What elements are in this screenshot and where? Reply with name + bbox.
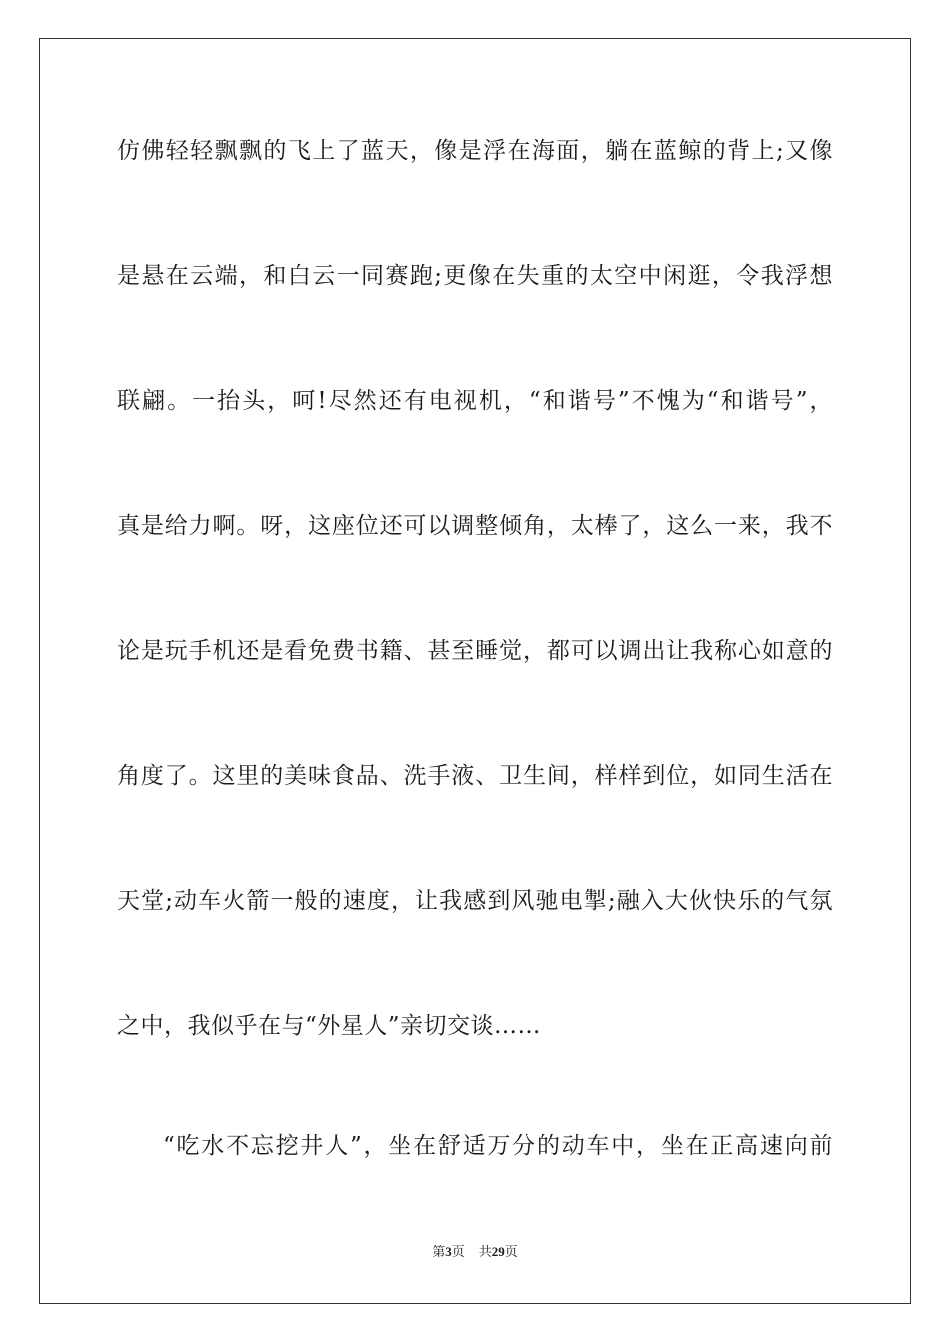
paragraph-line-4: 真是给力啊。呀，这座位还可以调整倾角，太棒了，这么一来，我不 xyxy=(117,513,833,539)
paragraph-line-6: 角度了。这里的美味食品、洗手液、卫生间，样样到位，如同生活在 xyxy=(117,763,833,789)
footer-total-pages: 29 xyxy=(491,1244,505,1259)
paragraph-line-3: 联翩。一抬头，呵!尽然还有电视机，“和谐号”不愧为“和谐号”， xyxy=(117,388,833,414)
footer-total-suffix: 页 xyxy=(504,1245,518,1260)
page-footer xyxy=(0,1244,950,1261)
footer-page-number: 3 xyxy=(445,1244,452,1259)
footer-page-suffix: 页 xyxy=(451,1245,465,1260)
paragraph-2-line-1: “吃水不忘挖井人”，坐在舒适万分的动车中，坐在正高速向前 xyxy=(163,1133,833,1159)
paragraph-line-5: 论是玩手机还是看免费书籍、甚至睡觉，都可以调出让我称心如意的 xyxy=(117,638,833,664)
paragraph-line-8: 之中，我似乎在与“外星人”亲切交谈…… xyxy=(117,1013,542,1039)
footer-total-prefix: 共 xyxy=(478,1245,492,1260)
paragraph-line-1: 仿佛轻轻飘飘的飞上了蓝天，像是浮在海面，躺在蓝鲸的背上;又像 xyxy=(117,138,833,164)
paragraph-line-2: 是悬在云端，和白云一同赛跑;更像在失重的太空中闲逛，令我浮想 xyxy=(117,263,833,289)
footer-page-prefix: 第 xyxy=(432,1245,446,1260)
paragraph-line-7: 天堂;动车火箭一般的速度，让我感到风驰电掣;融入大伙快乐的气氛 xyxy=(117,888,833,914)
page-border xyxy=(39,38,911,1304)
